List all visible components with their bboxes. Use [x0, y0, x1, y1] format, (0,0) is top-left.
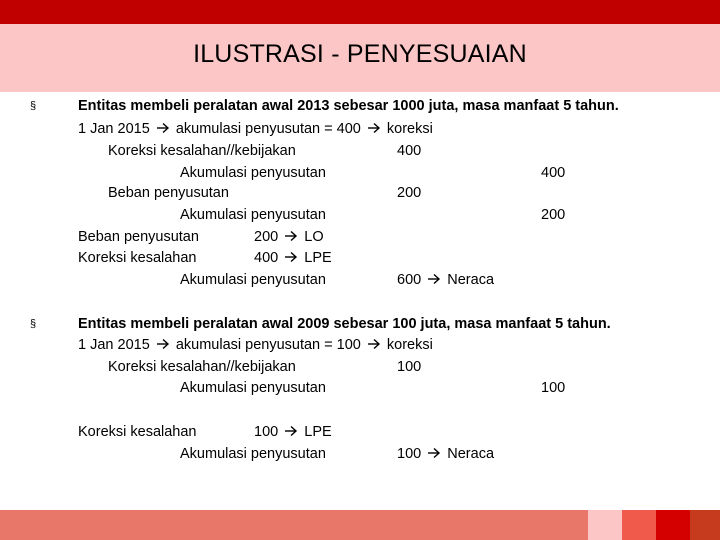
summary-3-value [397, 271, 494, 289]
summary-5-destination: Neraca [447, 446, 495, 462]
journal-4-credit: 200 [541, 207, 566, 223]
arrow-right-icon [367, 122, 381, 134]
summary-1-destination: LO [304, 229, 324, 245]
summary-2-destination: LPE [304, 250, 332, 266]
summary-2-label: Koreksi kesalahan [78, 250, 197, 266]
arrow-right-icon [284, 425, 298, 437]
summary-5-amount: 100 [397, 446, 422, 462]
bullet-icon: § [30, 100, 37, 112]
journal-5-label: Koreksi kesalahan//kebijakan [108, 359, 296, 375]
section-1-heading: Entitas membeli peralatan awal 2013 sebesar 1000 juta, masa manfaat 5 tahun. [78, 98, 619, 114]
arrow-right-icon [367, 338, 381, 350]
accumulated-depreciation-text: akumulasi penyusutan = 100 [175, 337, 361, 353]
summary-4-destination: LPE [304, 424, 332, 440]
summary-2-amount: 400 [254, 250, 279, 266]
summary-3-label: Akumulasi penyusutan [180, 272, 326, 288]
arrow-right-icon [156, 122, 170, 134]
journal-2-label: Akumulasi penyusutan [180, 165, 326, 181]
journal-3-debit: 200 [397, 185, 422, 201]
date-text: 1 Jan 2015 [78, 121, 150, 137]
accumulated-depreciation-text: akumulasi penyusutan = 400 [175, 121, 361, 137]
summary-2-value [254, 249, 332, 267]
footer-strip-3 [622, 510, 656, 540]
summary-1-label: Beban penyusutan [78, 229, 199, 245]
journal-1-label: Koreksi kesalahan//kebijakan [108, 143, 296, 159]
journal-1-debit: 400 [397, 143, 422, 159]
footer-strip-5 [690, 510, 720, 540]
footer-strip-1 [0, 510, 588, 540]
summary-4-label: Koreksi kesalahan [78, 424, 197, 440]
journal-6-label: Akumulasi penyusutan [180, 380, 326, 396]
journal-3-label: Beban penyusutan [108, 185, 229, 201]
slide-title: ILUSTRASI - PENYESUAIAN [193, 40, 527, 68]
summary-3-amount: 600 [397, 272, 422, 288]
journal-2-credit: 400 [541, 165, 566, 181]
summary-1-value [254, 228, 324, 246]
footer-strip-2 [588, 510, 622, 540]
journal-6-credit: 100 [541, 380, 566, 396]
summary-4-amount: 100 [254, 424, 279, 440]
section-1-date-line [78, 120, 433, 138]
top-accent-bar [0, 0, 720, 24]
section-2-date-line [78, 336, 433, 354]
journal-4-label: Akumulasi penyusutan [180, 207, 326, 223]
summary-5-label: Akumulasi penyusutan [180, 446, 326, 462]
section-2-heading: Entitas membeli peralatan awal 2009 sebesar 100 juta, masa manfaat 5 tahun. [78, 316, 611, 332]
arrow-right-icon [284, 230, 298, 242]
arrow-right-icon [427, 447, 441, 459]
summary-3-destination: Neraca [447, 272, 495, 288]
summary-1-amount: 200 [254, 229, 279, 245]
arrow-right-icon [427, 273, 441, 285]
bullet-icon: § [30, 318, 37, 330]
arrow-right-icon [156, 338, 170, 350]
date-text: 1 Jan 2015 [78, 337, 150, 353]
summary-5-value [397, 445, 494, 463]
summary-4-value [254, 423, 332, 441]
footer-strip-4 [656, 510, 690, 540]
journal-5-debit: 100 [397, 359, 422, 375]
correction-text: koreksi [386, 337, 433, 353]
arrow-right-icon [284, 251, 298, 263]
correction-text: koreksi [386, 121, 433, 137]
